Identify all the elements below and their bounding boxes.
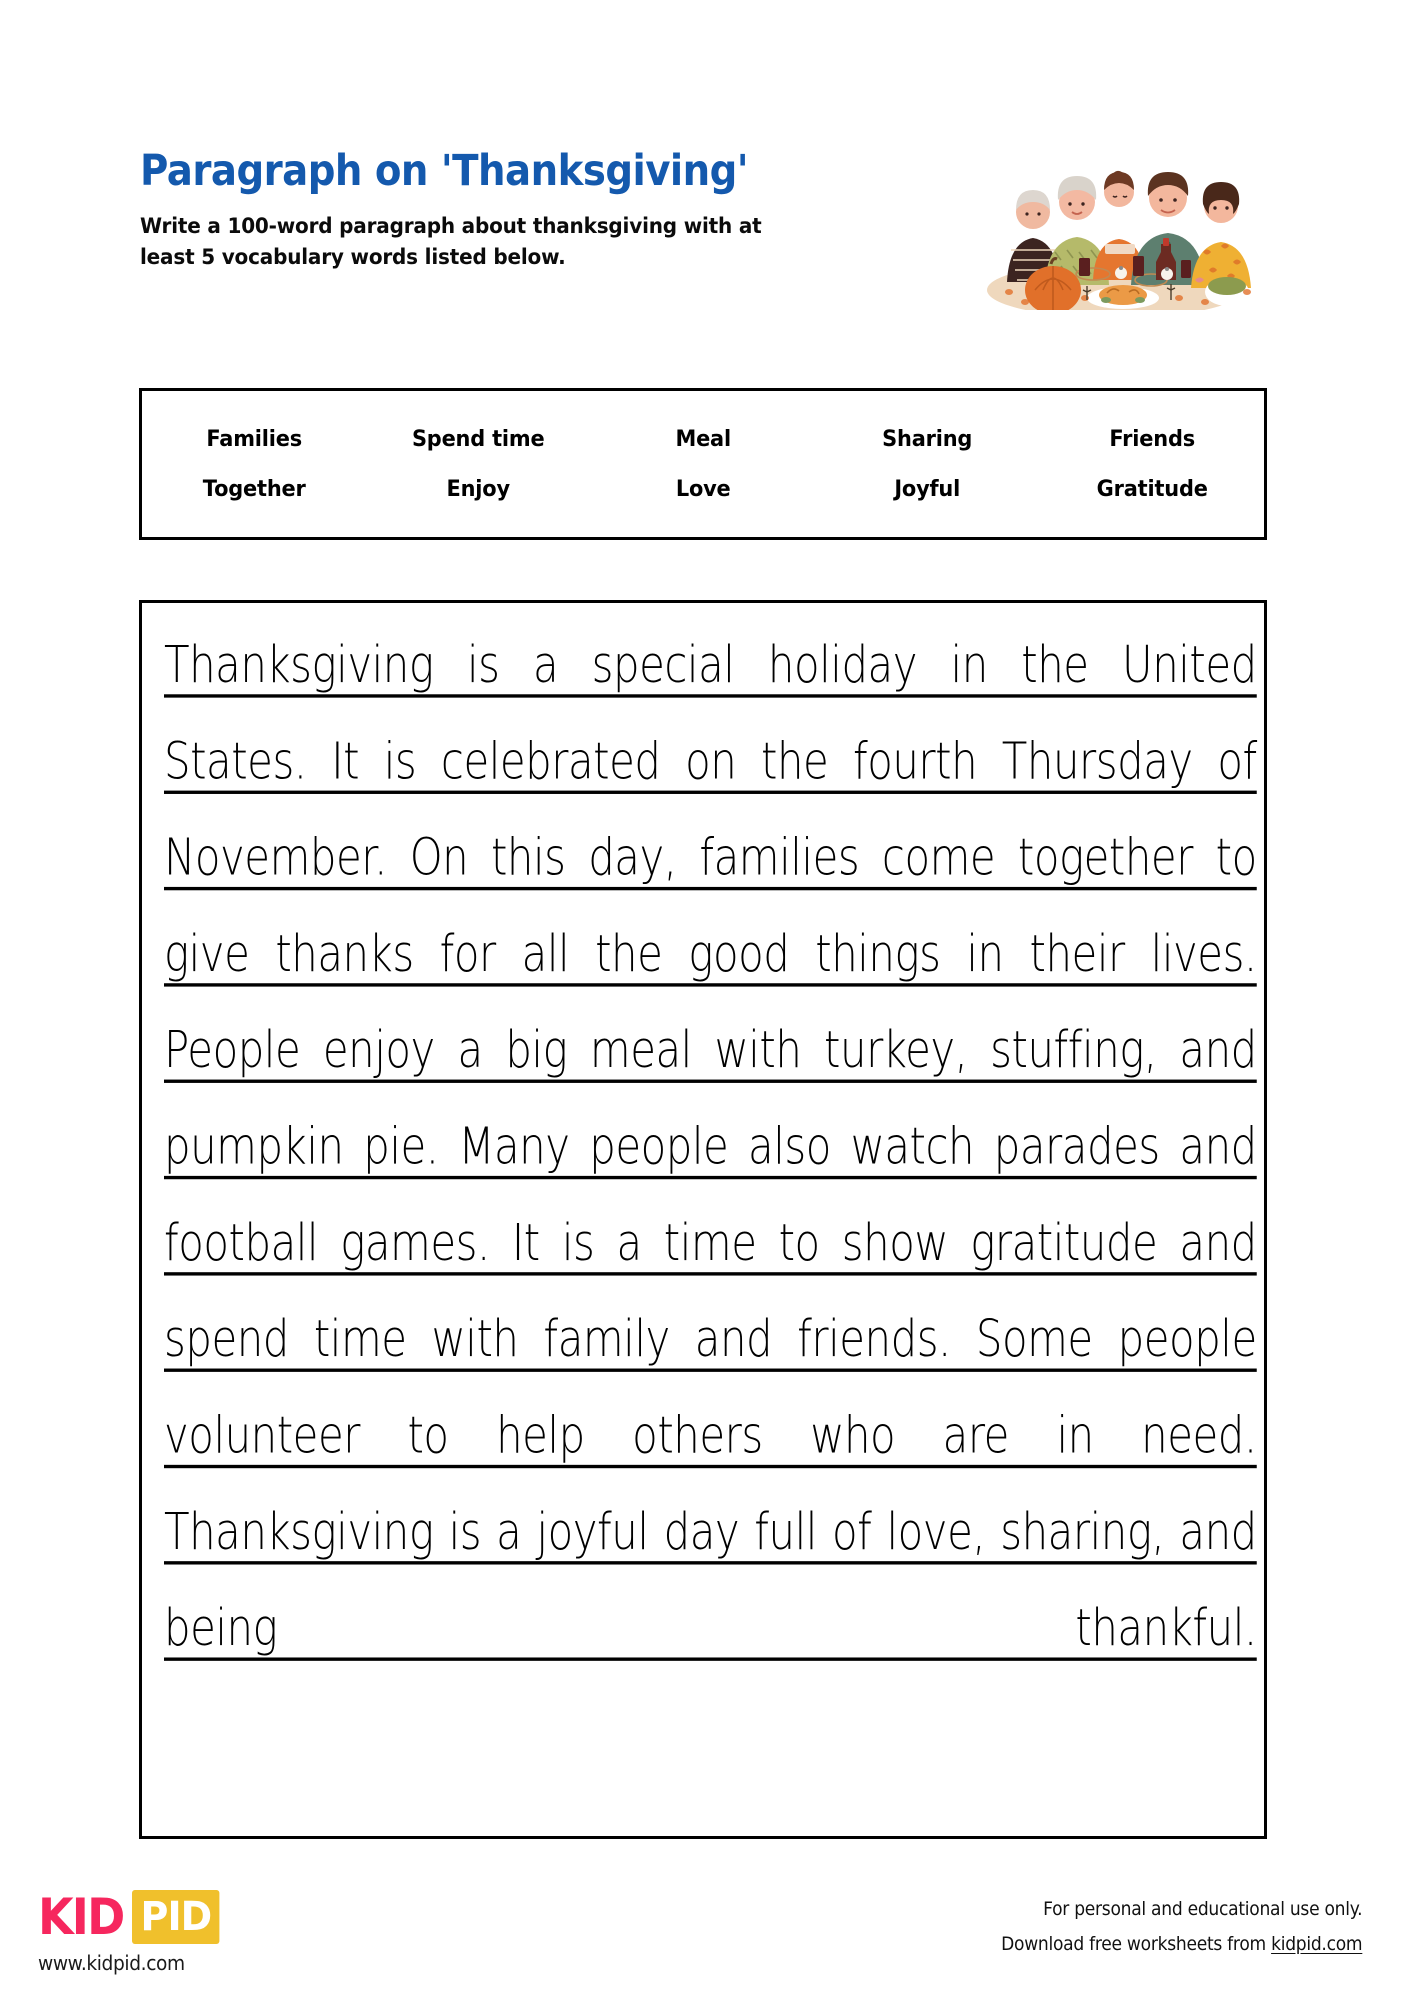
- kidpid-logo[interactable]: [38, 1890, 224, 1975]
- logo-marks: [38, 1890, 224, 1944]
- kidpid-website-link[interactable]: kidpid.com: [1270, 1933, 1362, 1956]
- footer-note-line-1: For personal and educational use only.: [1042, 1898, 1362, 1920]
- page-title: Paragraph on 'Thanksgiving': [140, 146, 749, 196]
- header: [140, 146, 930, 273]
- vocabulary-word: Love: [675, 476, 731, 502]
- footer: [0, 1880, 1414, 2000]
- worksheet-instructions: Write a 100-word paragraph about thanksgiving with at least 5 vocabulary words listed below.: [140, 214, 762, 271]
- vocabulary-row: [142, 414, 1264, 464]
- vocabulary-word: Friends: [1109, 426, 1195, 452]
- vocabulary-word: Enjoy: [446, 476, 511, 502]
- vocabulary-word: Meal: [675, 426, 731, 452]
- logo-website-url: www.kidpid.com: [38, 1951, 185, 1975]
- logo-pid-badge: PID: [132, 1890, 220, 1944]
- vocabulary-word: Sharing: [882, 426, 973, 452]
- vocabulary-word: Families: [206, 426, 302, 452]
- vocabulary-word: Gratitude: [1096, 476, 1208, 502]
- vocabulary-word: Spend time: [412, 426, 545, 452]
- vocabulary-word-bank: [139, 388, 1267, 540]
- footer-note-line-2: [1001, 1927, 1362, 1962]
- vocabulary-row: [142, 464, 1264, 514]
- footer-note-prefix: Download free worksheets from: [1000, 1933, 1271, 1956]
- paragraph-writing-area[interactable]: [139, 600, 1267, 1839]
- thanksgiving-family-dinner-illustration: [975, 140, 1255, 310]
- vocabulary-word: Together: [202, 476, 306, 502]
- handwritten-answer-text: Thanksgiving is a special holiday in the United States. It is celebrated on the fourth Thursday of November. On this day, families come together to give thanks for all the good things in their lives. People enjoy a big meal with turkey, stuffing, and pumpkin pie. Many people also watch parades and football games. It is a time to show gratitude and spend time with family and friends. Some people volunteer to help others who are in need. Thanksgiving is a joyful day full of love, sharing, and being thankful.: [164, 634, 1257, 1658]
- footer-usage-note: [1001, 1892, 1362, 1962]
- logo-kid-text: KID: [38, 1888, 124, 1946]
- vocabulary-word: Joyful: [894, 476, 961, 502]
